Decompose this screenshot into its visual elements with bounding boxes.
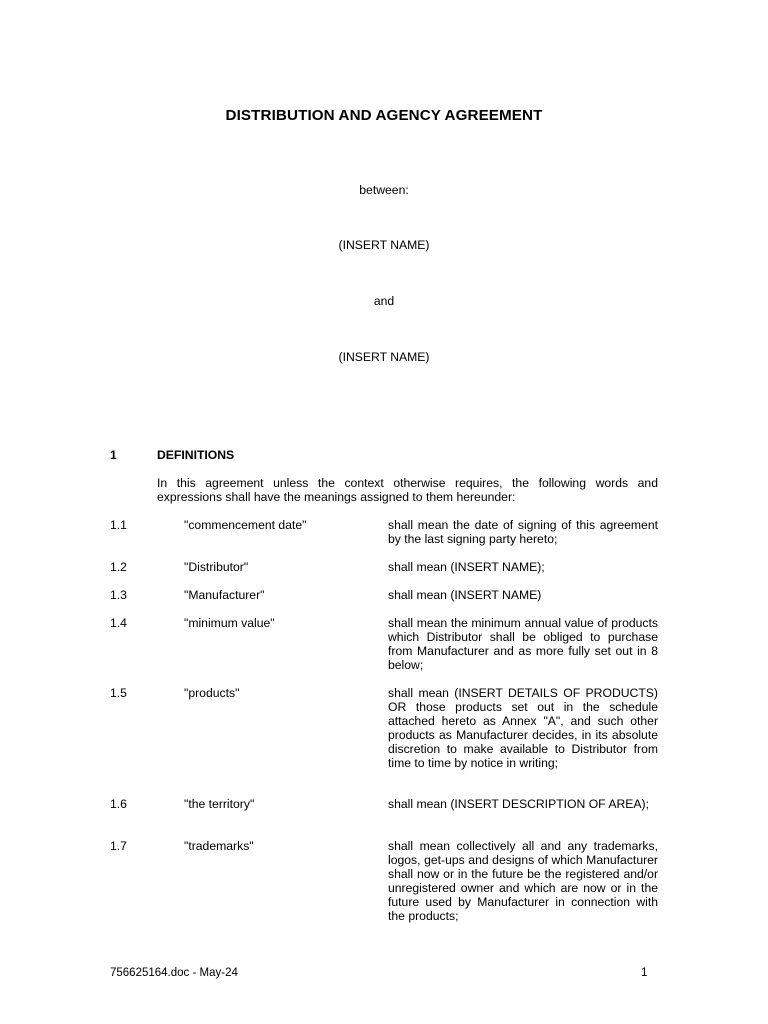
definition-meaning: shall mean the date of signing of this agreement by the last signing party hereto;	[388, 518, 658, 546]
definition-term: "Distributor"	[184, 560, 249, 574]
definition-term: "trademarks"	[184, 839, 254, 853]
definition-number: 1.3	[110, 588, 127, 602]
definition-number: 1.4	[110, 616, 127, 630]
definition-term: "the territory"	[184, 797, 255, 811]
and-label: and	[373, 294, 395, 308]
party-two-name: (INSERT NAME)	[338, 350, 430, 364]
definition-number: 1.5	[110, 686, 127, 700]
definition-meaning: shall mean (INSERT NAME);	[388, 560, 545, 574]
document-title: DISTRIBUTION AND AGENCY AGREEMENT	[225, 107, 543, 124]
footer-filename: 756625164.doc - May-24	[110, 967, 238, 979]
page-number: 1	[641, 967, 648, 979]
section-intro: In this agreement unless the context otherwise requires, the following words and expressions shall have the meanings assigned to them hereunder:	[157, 476, 658, 504]
definition-term: "Manufacturer"	[184, 588, 265, 602]
definition-meaning: shall mean the minimum annual value of products which Distributor shall be obliged to purchase from Manufacturer and as more fully set out in 8 below;	[388, 616, 658, 672]
definition-term: "commencement date"	[184, 518, 307, 532]
section-number: 1	[110, 448, 117, 462]
definition-term: "products"	[184, 686, 240, 700]
definition-meaning: shall mean (INSERT DETAILS OF PRODUCTS) OR those products set out in the schedule attached hereto as Annex "A", and such other products as Manufacturer decides, in its absolute discretion to make available to Distributor from time to time by notice in writing;	[388, 686, 658, 770]
between-label: between:	[359, 183, 409, 197]
definition-number: 1.7	[110, 839, 127, 853]
definition-meaning: shall mean collectively all and any trademarks, logos, get-ups and designs of which Manufacturer shall now or in the future be the registered and/or unregistered owner and which are now or in the future used by Manufacturer in connection with the products;	[388, 839, 658, 923]
definition-number: 1.6	[110, 797, 127, 811]
section-heading: DEFINITIONS	[157, 448, 235, 462]
definition-number: 1.1	[110, 518, 127, 532]
definition-meaning: shall mean (INSERT DESCRIPTION OF AREA);	[388, 797, 649, 811]
party-one-name: (INSERT NAME)	[338, 238, 430, 252]
definition-number: 1.2	[110, 560, 127, 574]
definition-meaning: shall mean (INSERT NAME)	[388, 588, 542, 602]
definition-term: "minimum value"	[184, 616, 275, 630]
